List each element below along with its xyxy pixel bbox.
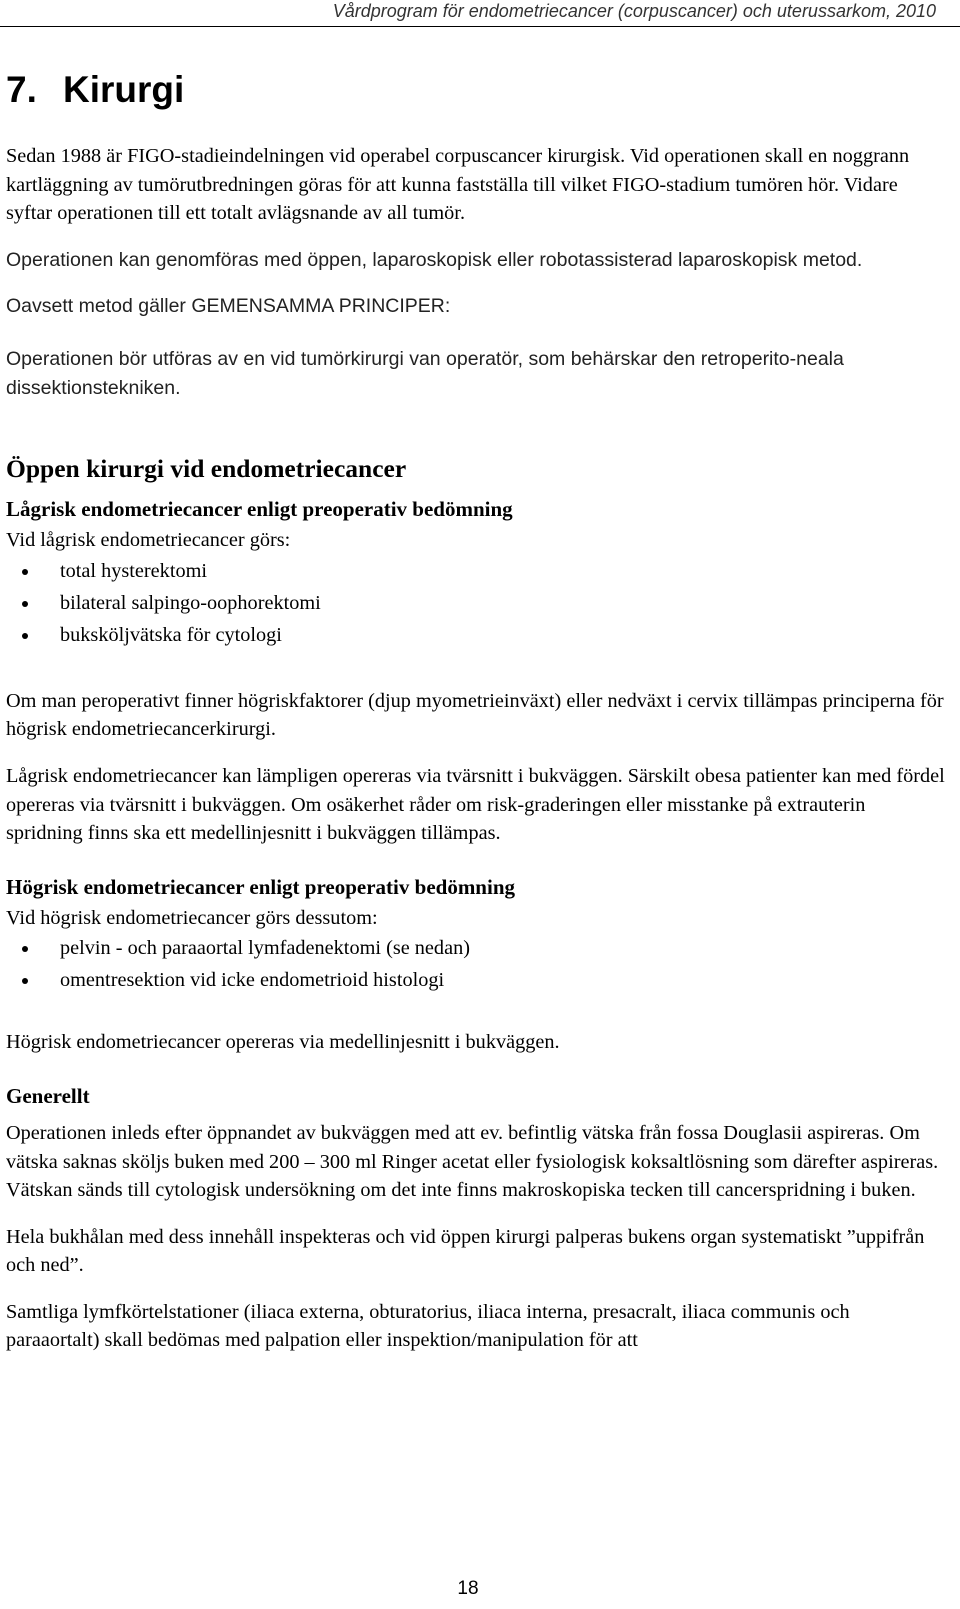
list-item: omentresektion vid icke endometrioid histologi bbox=[6, 964, 946, 996]
low-risk-paragraph-2: Lågrisk endometriecancer kan lämpligen opereras via tvärsnitt i bukväggen. Särskilt obesa patienter kan med fördel opereras via tvärsnitt i bukväggen. Om osäkerhet råder om risk-graderingen eller misstanke på extrauterin spridning finns ska ett medellinjesnitt i bukväggen tillämpas. bbox=[6, 764, 945, 845]
bullet-icon bbox=[22, 569, 28, 575]
intro-paragraph-1: Sedan 1988 är FIGO-stadieindelningen vid operabel corpuscancer kirurgisk. Vid operationen skall en noggrann kartläggning av tumörutbredningen göras för att kunna fastställa till vilket FIGO-stadium tumören hör. Vidare syftar operationen till ett totalt avlägsnande av all tumör. bbox=[6, 145, 910, 225]
low-risk-list bbox=[6, 555, 946, 651]
high-risk-paragraph-1: Högrisk endometriecancer opereras via medellinjesnitt i bukväggen. bbox=[6, 1031, 560, 1054]
header-divider bbox=[0, 26, 960, 27]
bullet-icon bbox=[22, 601, 28, 607]
list-item: buksköljvätska för cytologi bbox=[6, 619, 946, 651]
general-paragraph-3: Samtliga lymfkörtelstationer (iliaca externa, obturatorius, iliaca interna, presacralt, iliaca communis och paraaortalt) skall bedömas med palpation eller inspektion/manipulation för att bbox=[6, 1300, 850, 1352]
bullet-icon bbox=[22, 946, 28, 952]
intro-paragraph-4: Operationen bör utföras av en vid tumörkirurgi van operatör, som behärskar den retroperito-neala dissektionstekniken. bbox=[6, 347, 844, 399]
bullet-icon bbox=[22, 978, 28, 984]
subheading-low-risk: Lågrisk endometriecancer enligt preoperativ bedömning bbox=[6, 497, 513, 522]
subheading-high-risk: Högrisk endometriecancer enligt preoperativ bedömning bbox=[6, 874, 516, 899]
intro-paragraph-2: Operationen kan genomföras med öppen, laparoskopisk eller robotassisterad laparoskopisk metod. bbox=[6, 248, 863, 271]
running-header: Vårdprogram för endometriecancer (corpuscancer) och uterussarkom, 2010 bbox=[332, 1, 936, 21]
intro-paragraph-3: Oavsett metod gäller GEMENSAMMA PRINCIPER: bbox=[6, 295, 451, 318]
high-risk-lead: Vid högrisk endometriecancer görs dessutom: bbox=[6, 906, 378, 929]
subheading-general: Generellt bbox=[6, 1083, 90, 1108]
list-item: pelvin - och paraaortal lymfadenektomi (se nedan) bbox=[6, 932, 946, 964]
list-item: bilateral salpingo-oophorektomi bbox=[6, 587, 946, 619]
high-risk-list bbox=[6, 932, 946, 996]
chapter-title-text: Kirurgi bbox=[63, 69, 185, 110]
section-heading-open-surgery: Öppen kirurgi vid endometriecancer bbox=[6, 454, 407, 484]
general-paragraph-2: Hela bukhålan med dess innehåll inspekteras och vid öppen kirurgi palperas bukens organ systematiskt ”uppifrån och ned”. bbox=[6, 1225, 925, 1277]
low-risk-paragraph-1: Om man peroperativt finner högriskfaktorer (djup myometrieinväxt) eller nedväxt i cervix tillämpas principerna för högrisk endometriecancerkirurgi. bbox=[6, 689, 944, 741]
chapter-title bbox=[6, 68, 184, 112]
chapter-number: 7. bbox=[6, 69, 37, 110]
general-paragraph-1: Operationen inleds efter öppnandet av bukväggen med att ev. befintlig vätska från fossa Douglasii aspireras. Om vätska saknas sköljs buken med 200 – 300 ml Ringer acetat eller fysiologisk koksaltlösning som därefter aspireras. Vätskan sänds till cytologisk undersökning om det inte finns makroskopiska tecken till cancerspridning i buken. bbox=[6, 1121, 939, 1202]
page-number: 18 bbox=[457, 1578, 479, 1599]
page-content bbox=[6, 142, 946, 1355]
list-item: total hysterektomi bbox=[6, 555, 946, 587]
bullet-icon bbox=[22, 633, 28, 639]
low-risk-lead: Vid lågrisk endometriecancer görs: bbox=[6, 529, 291, 552]
